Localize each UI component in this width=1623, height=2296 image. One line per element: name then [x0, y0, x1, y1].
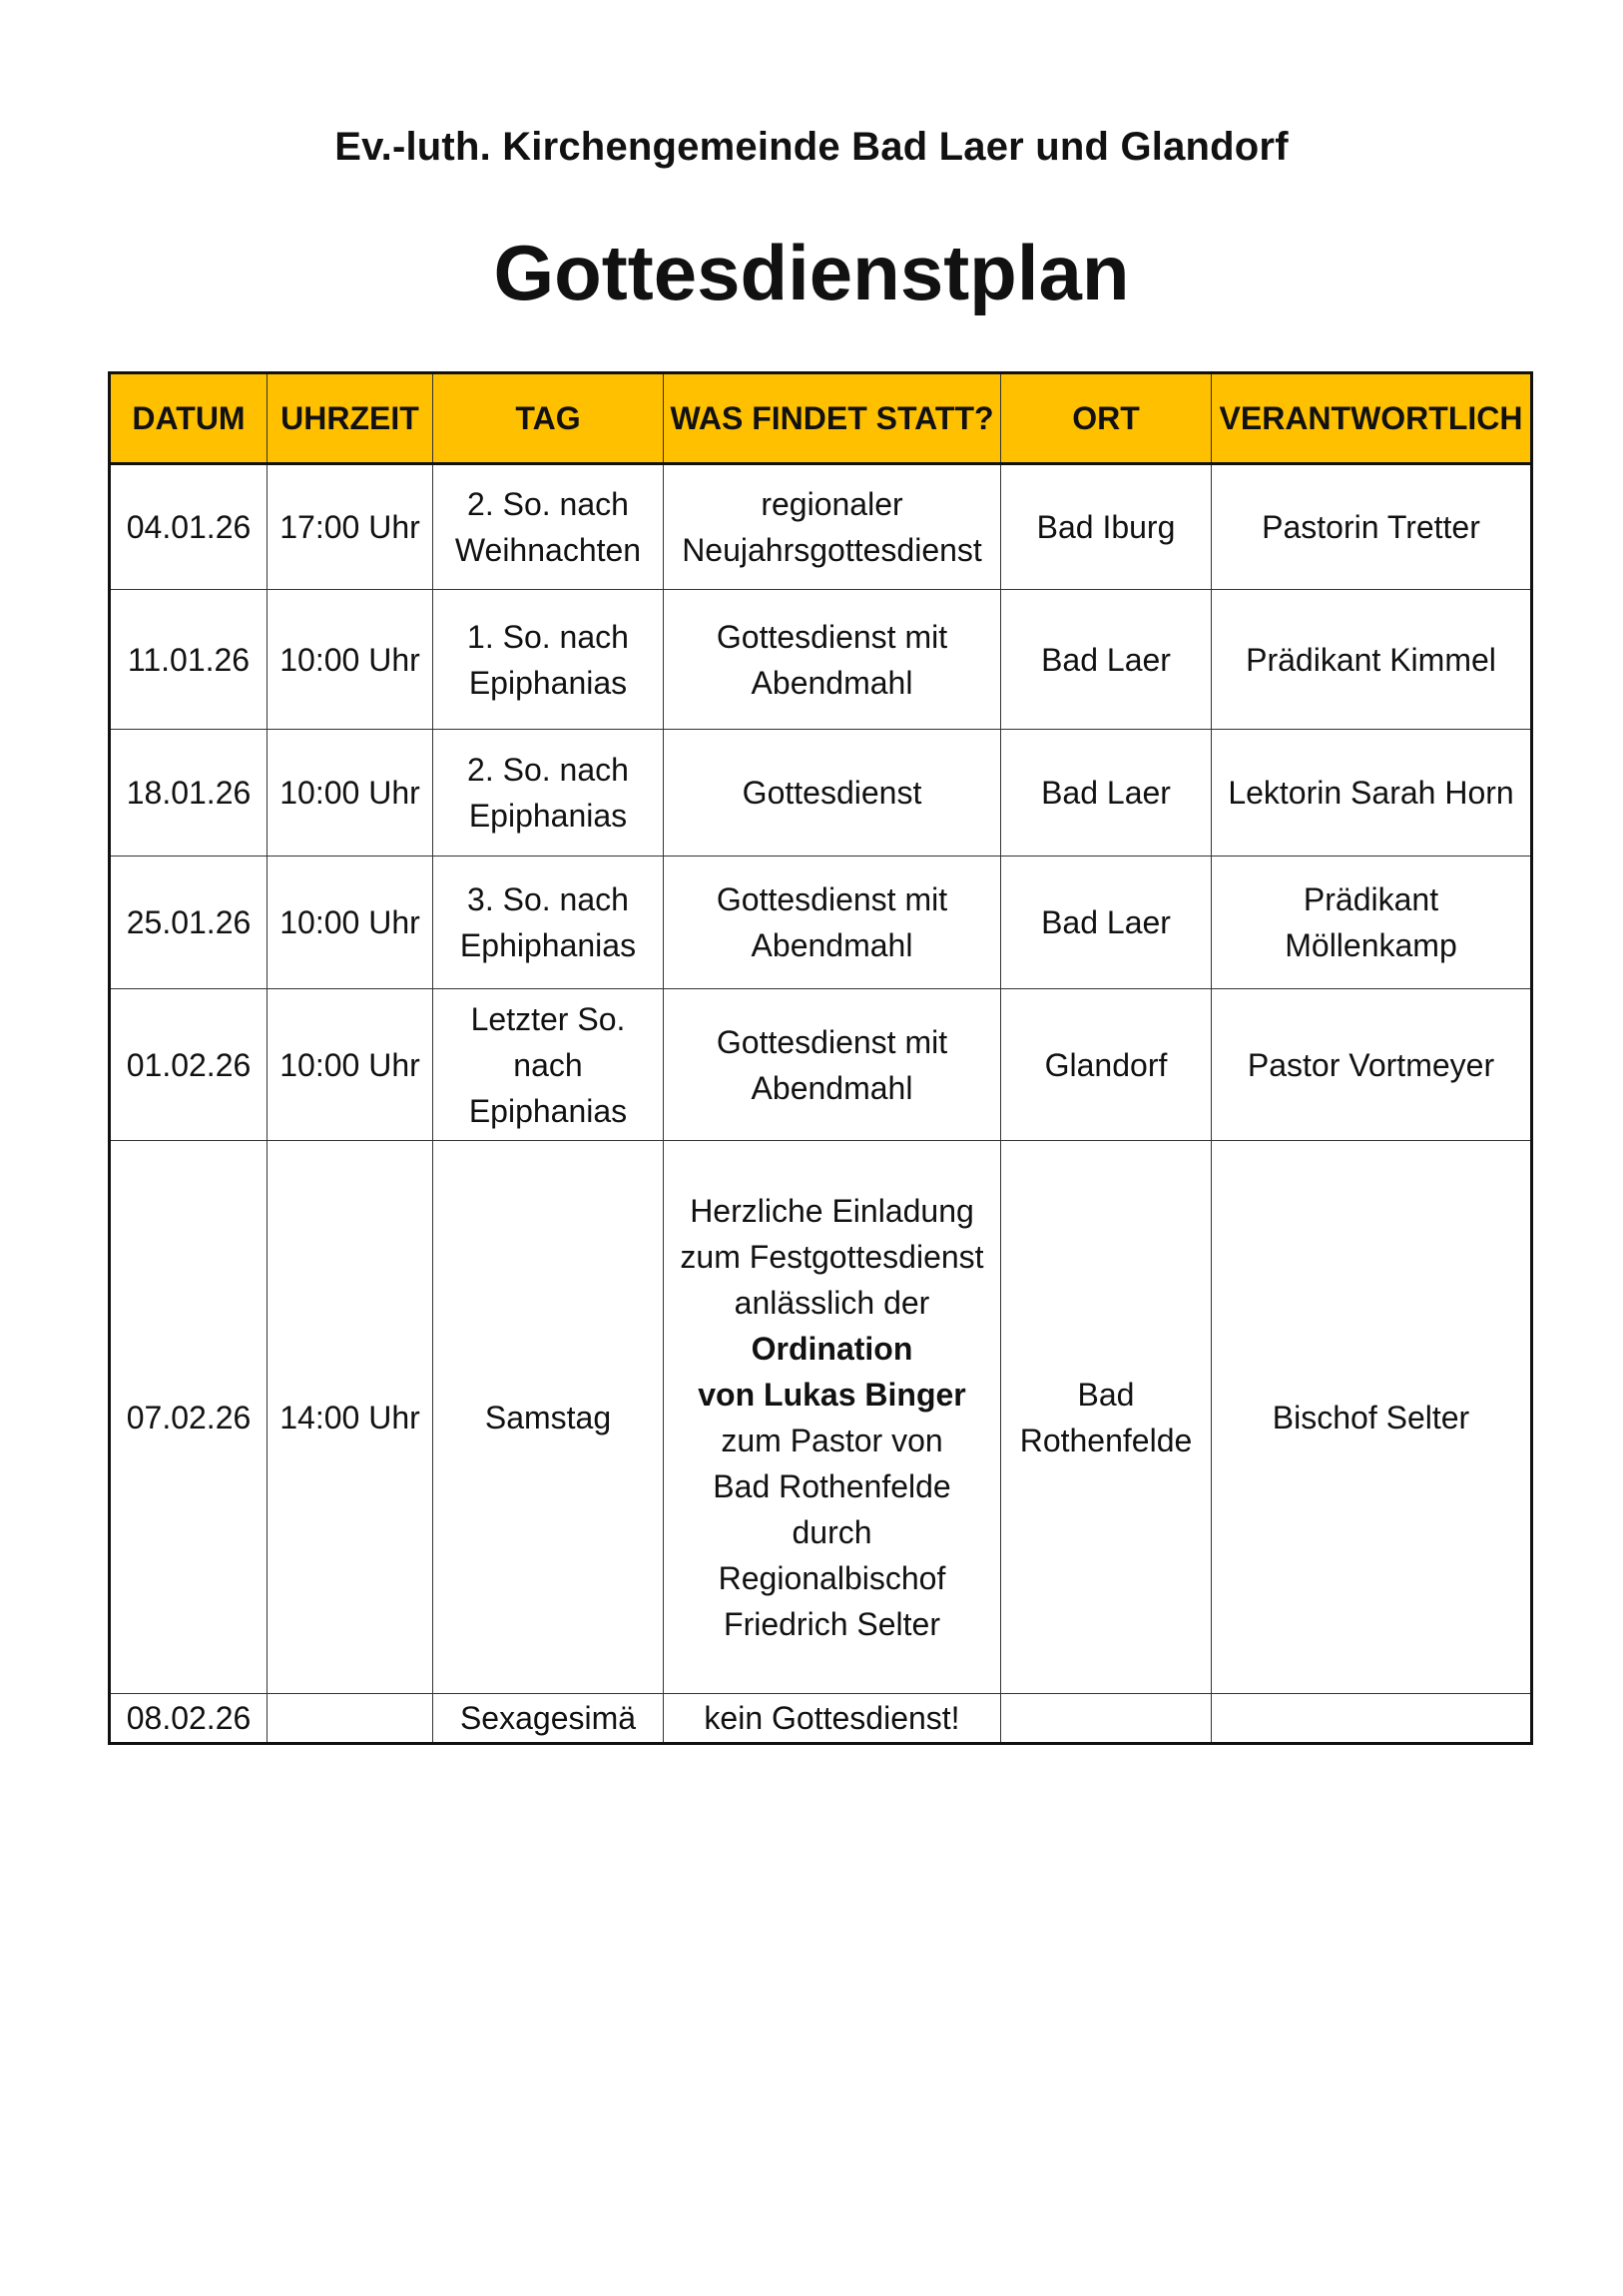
datum-text: 25.01.26	[126, 904, 252, 940]
cell-tag	[433, 1694, 664, 1744]
column-header-datum: DATUM	[110, 373, 268, 464]
was-line: zum Festgottesdienst	[680, 1238, 984, 1275]
cell-verantwortlich	[1212, 989, 1532, 1141]
cell-uhrzeit	[268, 1694, 433, 1744]
cell-uhrzeit	[268, 464, 433, 590]
cell-ort	[1001, 1694, 1212, 1744]
cell-datum	[110, 857, 268, 989]
tag-line: 2. So. nach	[467, 752, 629, 788]
was-line-bold: von Lukas Binger	[698, 1376, 966, 1413]
uhrzeit-text: 14:00 Uhr	[279, 1399, 420, 1435]
was-line: Herzliche Einladung	[690, 1192, 974, 1229]
cell-datum	[110, 1141, 268, 1694]
table-row	[110, 1694, 1532, 1744]
cell-ort	[1001, 590, 1212, 730]
table-row	[110, 857, 1532, 989]
ort-line: Bad	[1077, 1376, 1135, 1413]
table-row	[110, 590, 1532, 730]
verantwortlich-line: Lektorin Sarah Horn	[1228, 775, 1514, 811]
table-row	[110, 730, 1532, 857]
cell-datum	[110, 590, 268, 730]
datum-text: 07.02.26	[126, 1399, 252, 1435]
ort-line: Bad Laer	[1041, 904, 1171, 940]
cell-verantwortlich	[1212, 1141, 1532, 1694]
tag-line: nach	[513, 1046, 583, 1083]
cell-uhrzeit	[268, 1141, 433, 1694]
cell-uhrzeit	[268, 730, 433, 857]
was-line: zum Pastor von	[721, 1422, 943, 1458]
service-schedule-table	[108, 371, 1533, 1745]
was-line: Abendmahl	[751, 927, 913, 963]
tag-line: Samstag	[484, 1399, 612, 1435]
cell-verantwortlich	[1212, 730, 1532, 857]
uhrzeit-text: 10:00 Uhr	[279, 904, 420, 940]
cell-tag	[433, 590, 664, 730]
cell-ort	[1001, 857, 1212, 989]
table-row	[110, 464, 1532, 590]
ort-line: Rothenfelde	[1019, 1422, 1193, 1458]
uhrzeit-text: 17:00 Uhr	[279, 509, 420, 545]
was-line: regionaler	[761, 486, 903, 522]
verantwortlich-line: Prädikant Kimmel	[1246, 641, 1496, 678]
table-header-row	[110, 373, 1532, 464]
ort-line: Bad Iburg	[1036, 509, 1176, 545]
was-line: anlässlich der	[734, 1284, 930, 1321]
cell-uhrzeit	[268, 857, 433, 989]
cell-ort	[1001, 989, 1212, 1141]
uhrzeit-text: 10:00 Uhr	[279, 775, 420, 811]
column-header-uhrzeit: UHRZEIT	[268, 373, 433, 464]
cell-verantwortlich	[1212, 857, 1532, 989]
was-line: Gottesdienst	[742, 775, 922, 811]
tag-line: 2. So. nach	[467, 486, 629, 522]
cell-uhrzeit	[268, 590, 433, 730]
was-line: Gottesdienst mit	[716, 881, 948, 917]
cell-datum	[110, 1694, 268, 1744]
cell-verantwortlich	[1212, 1694, 1532, 1744]
tag-line: 3. So. nach	[467, 881, 629, 917]
cell-uhrzeit	[268, 989, 433, 1141]
was-line: durch	[792, 1513, 872, 1550]
cell-was	[664, 1141, 1001, 1694]
tag-line: Epiphanias	[468, 798, 628, 834]
tag-line: Epiphanias	[468, 664, 628, 701]
was-line: Abendmahl	[751, 1069, 913, 1106]
was-line: Abendmahl	[751, 664, 913, 701]
was-line: Neujahrsgottesdienst	[682, 532, 982, 568]
cell-was	[664, 857, 1001, 989]
was-line: Regionalbischof	[718, 1559, 946, 1596]
was-line: kein Gottesdienst!	[704, 1700, 960, 1736]
tag-line: Sexagesimä	[459, 1700, 637, 1736]
page-title: Gottesdienstplan	[493, 229, 1130, 316]
cell-datum	[110, 989, 268, 1141]
cell-was	[664, 989, 1001, 1141]
cell-datum	[110, 464, 268, 590]
cell-ort	[1001, 1141, 1212, 1694]
verantwortlich-line: Prädikant	[1303, 881, 1439, 917]
datum-text: 11.01.26	[127, 641, 251, 678]
organization-title: Ev.-luth. Kirchengemeinde Bad Laer und Glandorf	[334, 125, 1289, 169]
verantwortlich-line: Möllenkamp	[1285, 927, 1457, 963]
column-header-tag: TAG	[433, 373, 664, 464]
table-row	[110, 1141, 1532, 1694]
cell-was	[664, 730, 1001, 857]
cell-verantwortlich	[1212, 590, 1532, 730]
was-line: Gottesdienst mit	[716, 1023, 948, 1060]
cell-tag	[433, 989, 664, 1141]
tag-line: Letzter So.	[470, 1000, 626, 1037]
datum-text: 01.02.26	[126, 1046, 252, 1083]
cell-datum	[110, 730, 268, 857]
verantwortlich-line: Pastor Vortmeyer	[1247, 1046, 1495, 1083]
cell-ort	[1001, 730, 1212, 857]
cell-was	[664, 464, 1001, 590]
cell-tag	[433, 730, 664, 857]
cell-was	[664, 590, 1001, 730]
datum-text: 04.01.26	[126, 509, 252, 545]
uhrzeit-text: 10:00 Uhr	[279, 1046, 420, 1083]
cell-was	[664, 1694, 1001, 1744]
verantwortlich-line: Bischof Selter	[1272, 1399, 1470, 1435]
column-header-verantwortlich: VERANTWORTLICH	[1212, 373, 1532, 464]
was-line-bold: Ordination	[751, 1330, 913, 1367]
tag-line: Ephiphanias	[459, 927, 637, 963]
cell-tag	[433, 464, 664, 590]
ort-line: Bad Laer	[1041, 775, 1171, 811]
was-line: Gottesdienst mit	[716, 618, 948, 655]
ort-line: Glandorf	[1044, 1046, 1168, 1083]
cell-tag	[433, 1141, 664, 1694]
cell-ort	[1001, 464, 1212, 590]
tag-line: Weihnachten	[454, 532, 642, 568]
datum-text: 18.01.26	[126, 775, 252, 811]
cell-verantwortlich	[1212, 464, 1532, 590]
ort-line: Bad Laer	[1041, 641, 1171, 678]
column-header-was-findet-statt: WAS FINDET STATT?	[664, 373, 1001, 464]
column-header-ort: ORT	[1001, 373, 1212, 464]
uhrzeit-text: 10:00 Uhr	[279, 641, 420, 678]
tag-line: 1. So. nach	[467, 618, 629, 655]
datum-text: 08.02.26	[126, 1700, 252, 1736]
was-line: Friedrich Selter	[724, 1605, 940, 1642]
cell-tag	[433, 857, 664, 989]
verantwortlich-line: Pastorin Tretter	[1262, 509, 1480, 545]
was-line: Bad Rothenfelde	[713, 1467, 951, 1504]
tag-line: Epiphanias	[468, 1092, 628, 1129]
table-row	[110, 989, 1532, 1141]
